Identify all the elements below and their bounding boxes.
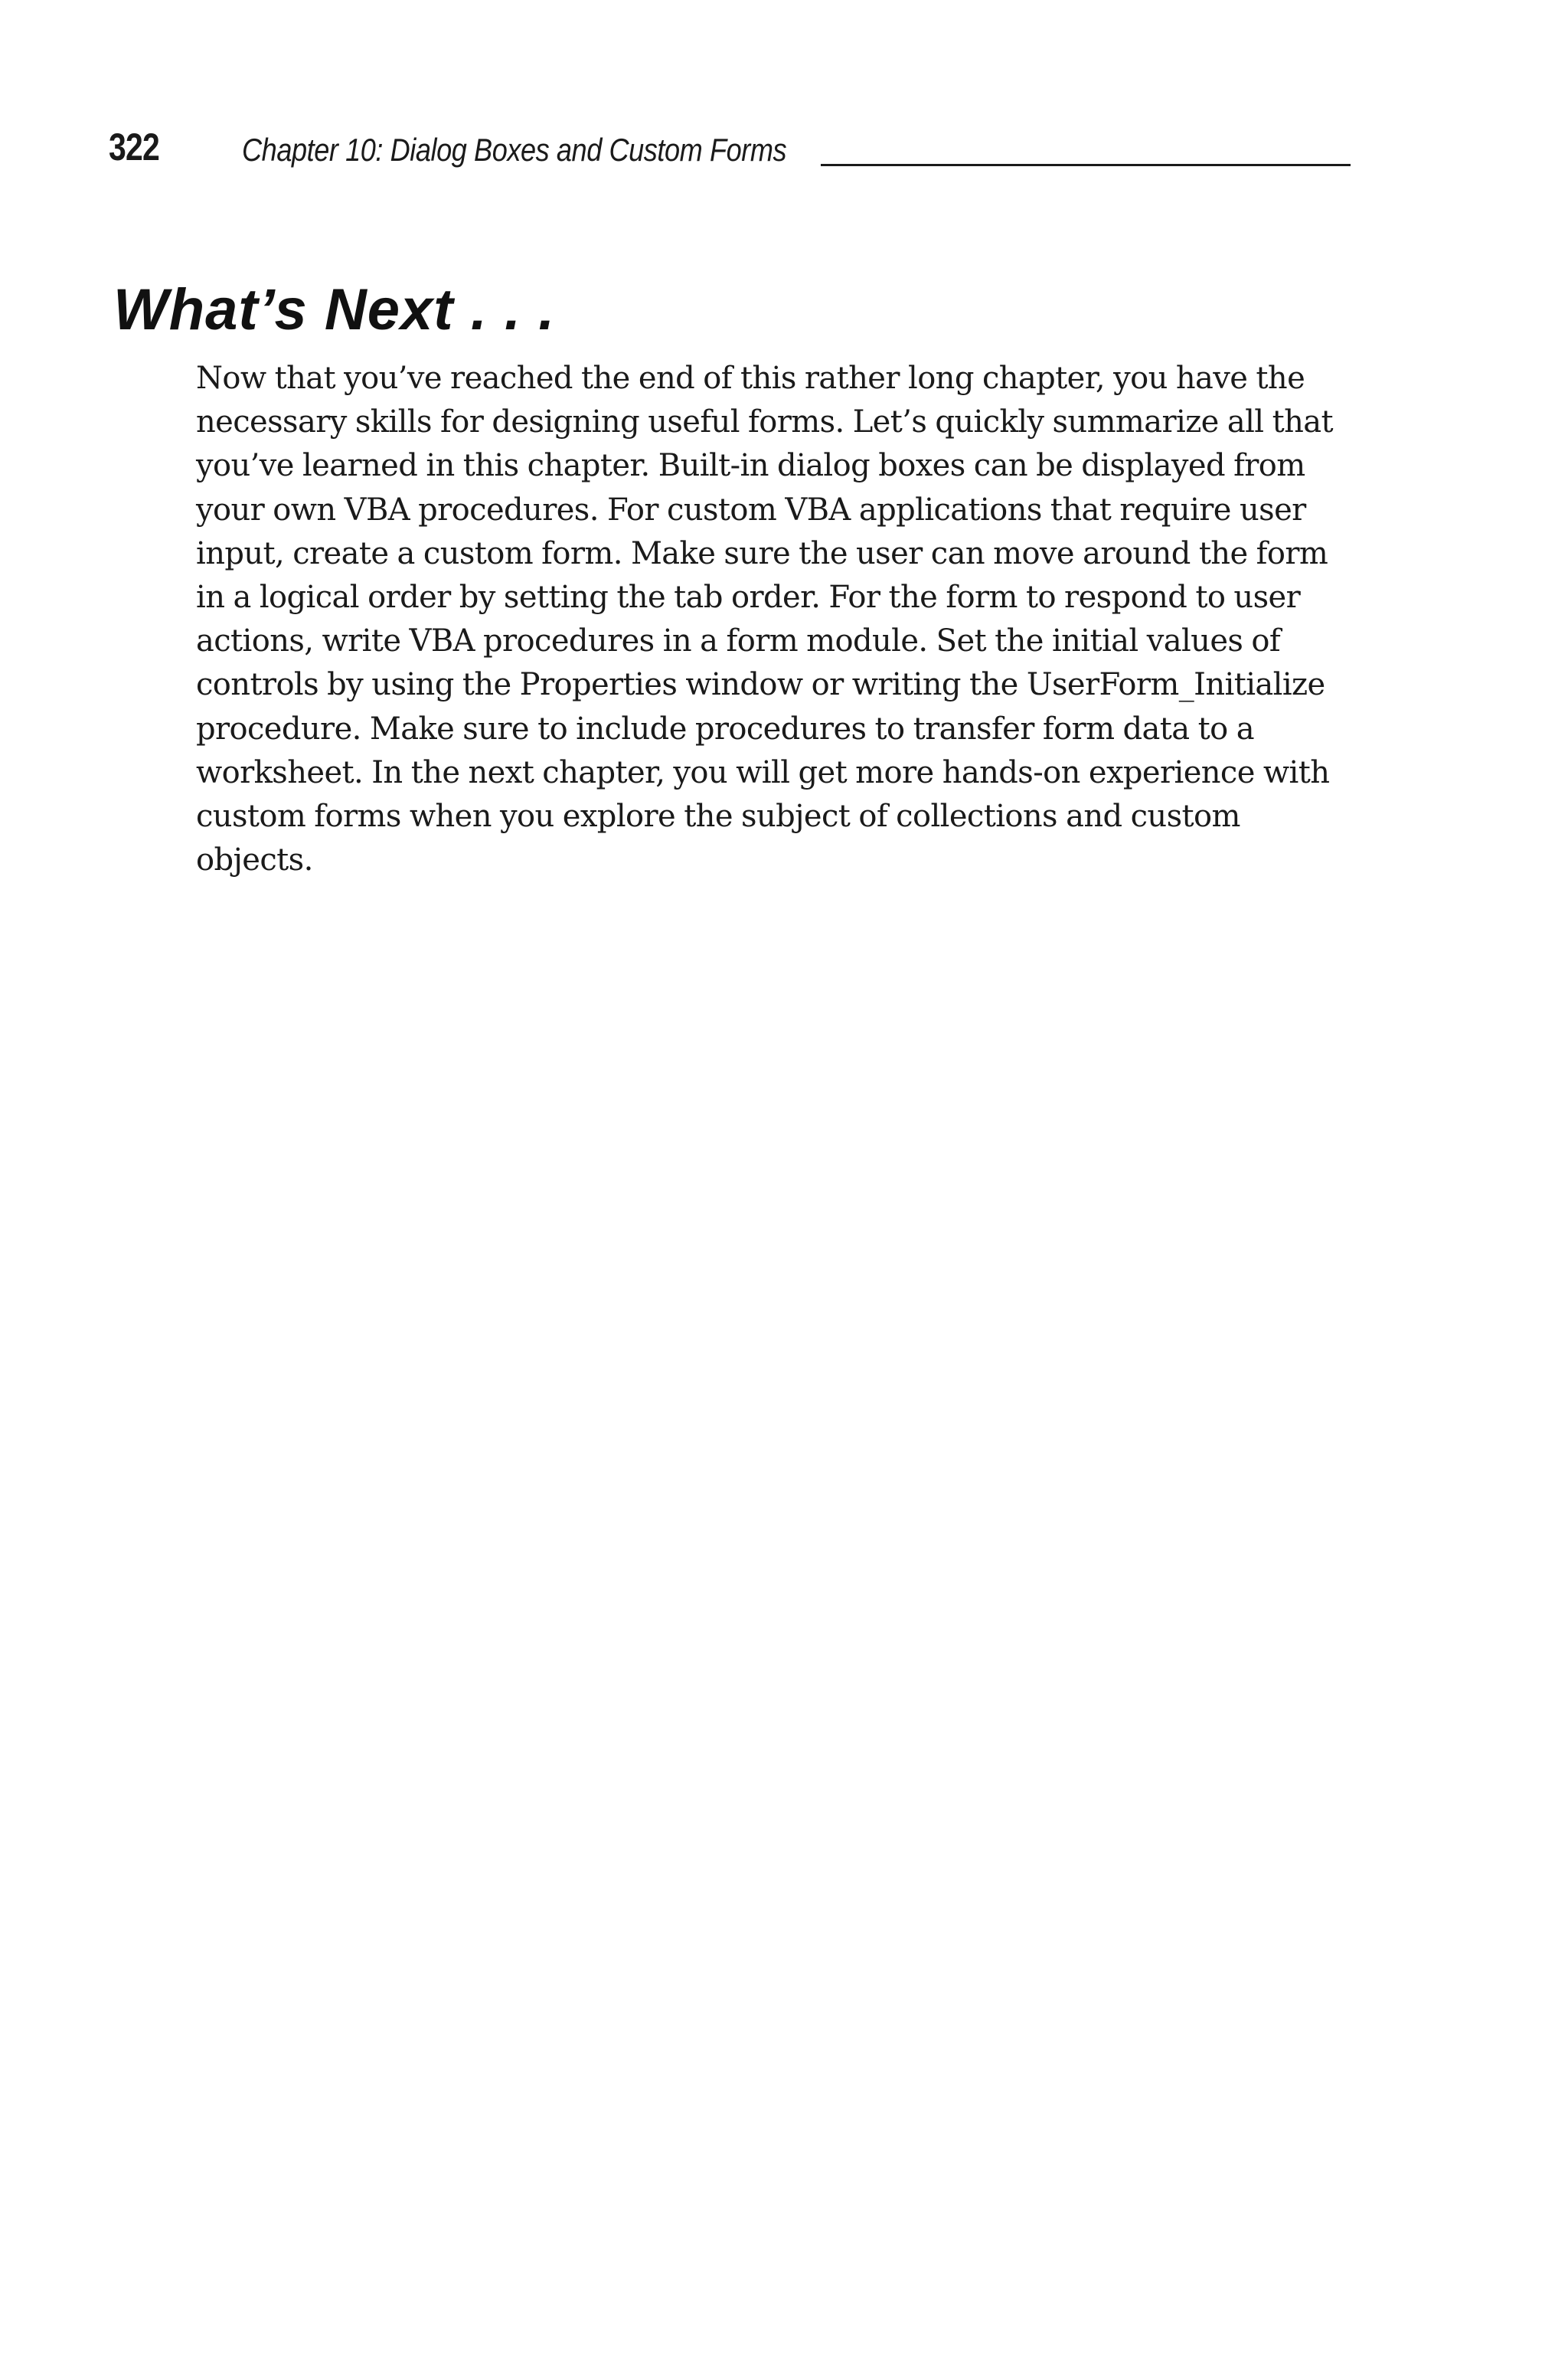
paragraph-line: actions, write VBA procedures in a form module. Set the initial values of	[196, 623, 1281, 659]
header-rule	[821, 164, 1351, 166]
paragraph-line: in a logical order by setting the tab order. For the form to respond to user	[196, 580, 1301, 616]
paragraph-line: input, create a custom form. Make sure the user can move around the form	[196, 535, 1328, 571]
paragraph-line: custom forms when you explore the subject of collections and custom	[196, 799, 1240, 835]
paragraph-line: worksheet. In the next chapter, you will get more hands-on experience with	[196, 754, 1330, 790]
paragraph-line: controls by using the Properties window or writing the UserForm_Initialize	[196, 667, 1325, 703]
running-head: Chapter 10: Dialog Boxes and Custom Forms	[242, 132, 787, 168]
paragraph-line: procedure. Make sure to include procedures to transfer form data to a	[196, 711, 1254, 747]
paragraph-line: your own VBA procedures. For custom VBA applications that require user	[196, 492, 1306, 528]
paragraph-line: objects.	[196, 842, 313, 878]
paragraph-line: you’ve learned in this chapter. Built-in dialog boxes can be displayed from	[196, 448, 1305, 484]
body-paragraph	[196, 357, 1360, 882]
section-title: What’s Next . . .	[113, 277, 556, 342]
page-header	[109, 121, 1351, 175]
paragraph-line: necessary skills for designing useful forms. Let’s quickly summarize all that	[196, 404, 1333, 440]
paragraph-line: Now that you’ve reached the end of this rather long chapter, you have the	[196, 361, 1305, 396]
page-number: 322	[109, 126, 159, 168]
